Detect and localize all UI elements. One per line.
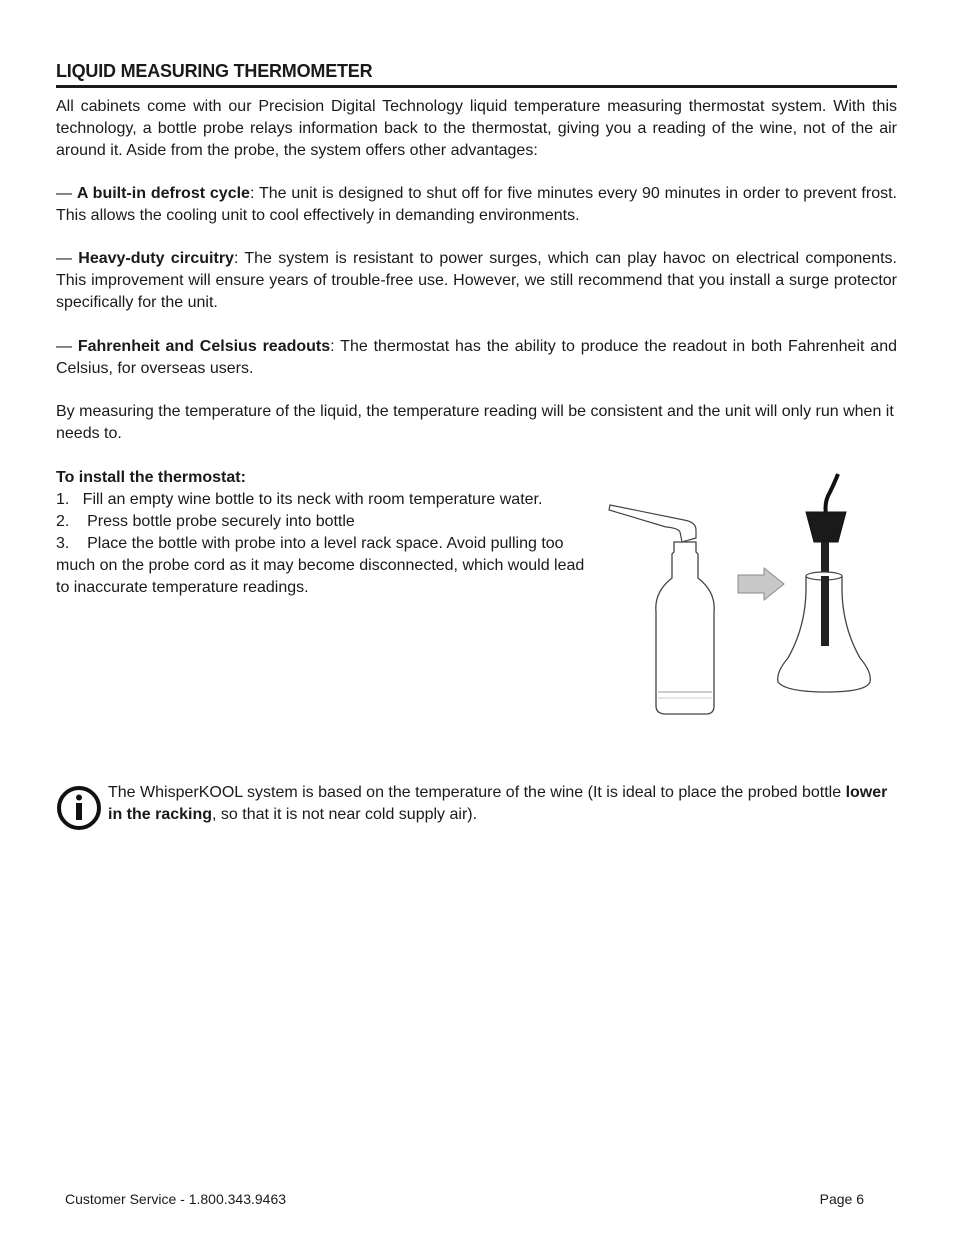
arrow-right-icon (738, 568, 784, 600)
install-instructions (56, 467, 591, 599)
note-text (108, 782, 897, 826)
note-text-after: , so that it is not near cold supply air). (212, 806, 478, 823)
feature-readouts (56, 336, 897, 380)
feature-defrost (56, 183, 897, 227)
feature-title: A built-in defrost cycle (76, 185, 250, 202)
footer-customer-service: Customer Service - 1.800.343.9463 (65, 1191, 287, 1207)
install-step: 2. Press bottle probe securely into bottle (56, 513, 355, 530)
install-title: To install the thermostat: (56, 469, 246, 486)
bottle-probe-illustration (606, 470, 874, 720)
probe-cable-icon (826, 474, 839, 514)
intro-paragraph: All cabinets come with our Precision Digital Technology liquid temperature measuring thermostat system. With this technology, a bottle probe relays information back to the thermostat, giving you a reading of the wine, not of the air around it. Aside from the probe, the system offers other advantages: (56, 98, 897, 159)
install-step: 3. Place the bottle with probe into a level rack space. Avoid pulling too much on the probe cord as it may become disconnected, which would lead to inaccurate temperature readings. (56, 535, 589, 596)
feature-title: Fahrenheit and Celsius readouts (77, 338, 331, 355)
page-title: LIQUID MEASURING THERMOMETER (56, 61, 897, 88)
footer-page-number: Page 6 (819, 1191, 864, 1207)
probe-stopper-icon (806, 512, 846, 542)
feature-dash: — (56, 338, 72, 355)
feature-dash: — (56, 185, 72, 202)
feature-text: : The unit is designed to shut off for five minutes every 90 minutes in order to prevent frost. This allows the cooling unit to cool effectively in demanding environments. (56, 185, 897, 224)
feature-dash: — (56, 250, 72, 267)
note-text-bold: lower in the racking (108, 784, 888, 823)
feature-circuitry (56, 248, 897, 314)
info-note (56, 782, 897, 832)
empty-bottle-icon (656, 542, 714, 714)
consistency-paragraph: By measuring the temperature of the liquid, the temperature reading will be consistent and the unit will only run when it needs to. (56, 403, 894, 442)
note-text-before: The WhisperKOOL system is based on the temperature of the wine (It is ideal to place the probed bottle (108, 784, 846, 801)
install-step: 1. Fill an empty wine bottle to its neck with room temperature water. (56, 491, 543, 508)
feature-text: : The thermostat has the ability to produce the readout in both Fahrenheit and Celsius, for overseas users. (56, 338, 897, 377)
probe-rod-inside (821, 576, 829, 646)
faucet-icon (609, 505, 696, 542)
feature-title: Heavy-duty circuitry (78, 250, 234, 267)
feature-text: : The system is resistant to power surges, which can play havoc on electrical components. This improvement will ensure years of trouble-free use. However, we still recommend that you install a surge protector specifically for the unit. (56, 250, 897, 311)
info-icon (56, 785, 102, 831)
